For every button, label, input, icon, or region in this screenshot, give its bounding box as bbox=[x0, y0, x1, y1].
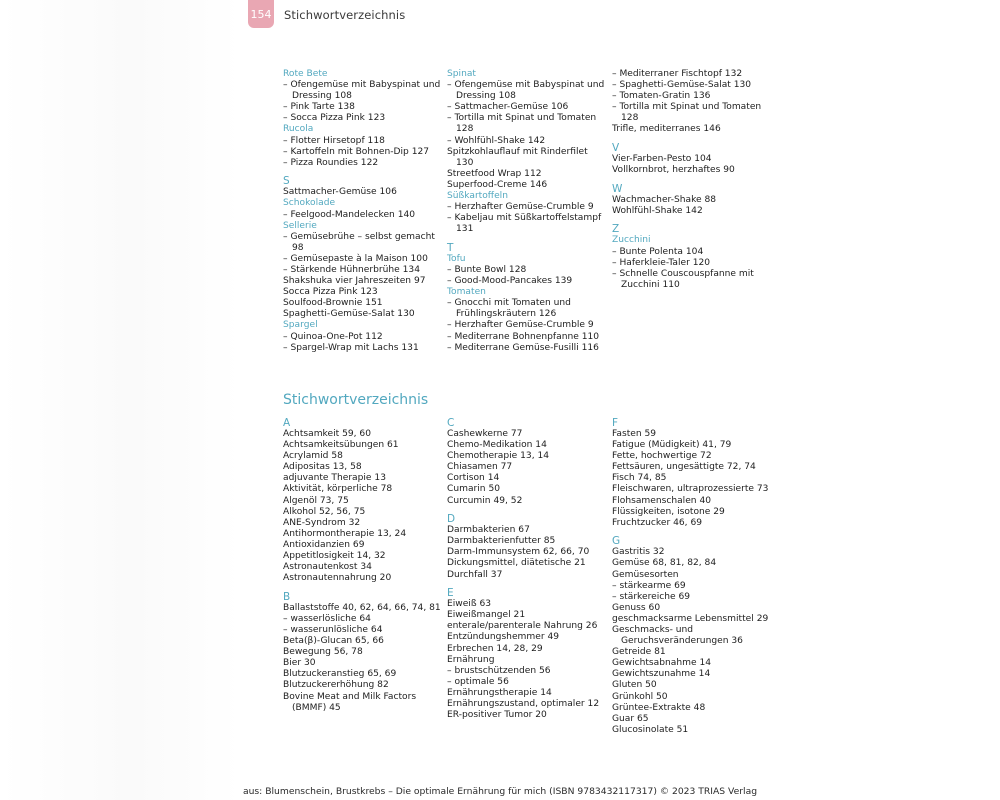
index-letter: V bbox=[612, 142, 620, 155]
page-margin-shading bbox=[0, 0, 240, 800]
index-subentry: – Sattmacher-Gemüse 106 bbox=[447, 102, 569, 113]
index-entry: Bovine Meat and Milk Factors bbox=[283, 691, 417, 702]
index-entry: Ballaststoffe 40, 62, 64, 66, 74, 81 bbox=[283, 602, 441, 613]
index-letter: T bbox=[447, 241, 454, 254]
index-continuation: (BMMF) 45 bbox=[292, 702, 341, 713]
index-entry: Adipositas 13, 58 bbox=[283, 462, 362, 473]
index-entry: Bier 30 bbox=[283, 658, 316, 669]
index-letter: C bbox=[447, 417, 455, 429]
subject-index-column-2 bbox=[447, 417, 607, 721]
index-subentry: – Mediterrane Gemüse-Fusilli 116 bbox=[447, 342, 599, 353]
index-subentry: – Haferkleie-Taler 120 bbox=[612, 257, 711, 268]
index-entry: ANE-Syndrom 32 bbox=[283, 517, 361, 528]
index-entry: Streetfood Wrap 112 bbox=[447, 168, 542, 179]
index-entry: Eiweiß 63 bbox=[447, 599, 492, 610]
index-entry: enterale/parenterale Nahrung 26 bbox=[447, 621, 598, 632]
index-subentry: – Gnocchi mit Tomaten und bbox=[447, 298, 571, 309]
index-entry: Grüntee-Extrakte 48 bbox=[612, 702, 706, 713]
index-subentry: – Stärkende Hühnerbrühe 134 bbox=[283, 265, 420, 275]
index-letter: A bbox=[283, 417, 291, 429]
index-entry: adjuvante Therapie 13 bbox=[283, 473, 386, 484]
index-subentry: – Kartoffeln mit Bohnen-Dip 127 bbox=[283, 146, 430, 157]
index-heading: Spargel bbox=[283, 320, 318, 331]
subject-index-title: Stichwortverzeichnis bbox=[283, 392, 429, 408]
index-heading: Rucola bbox=[283, 124, 314, 135]
index-continuation: Geruchsveränderungen 36 bbox=[621, 636, 743, 647]
index-entry: Achtsamkeitsübungen 61 bbox=[283, 440, 399, 451]
index-subentry: – Tomaten-Gratin 136 bbox=[612, 91, 711, 102]
index-letter: W bbox=[612, 182, 623, 195]
index-subentry: – Spargel-Wrap mit Lachs 131 bbox=[283, 342, 419, 353]
subject-index-column-3 bbox=[612, 417, 772, 736]
index-heading: Tomaten bbox=[447, 287, 486, 298]
index-entry: Glucosinolate 51 bbox=[612, 724, 689, 735]
index-entry: Fatigue (Müdigkeit) 41, 79 bbox=[612, 440, 732, 451]
index-entry: Trifle, mediterranes 146 bbox=[612, 124, 721, 135]
recipe-index-column-2 bbox=[447, 69, 607, 354]
index-entry: Blutzuckeranstieg 65, 69 bbox=[283, 669, 397, 680]
index-entry: Soulfood-Brownie 151 bbox=[283, 298, 383, 309]
index-entry: ER-positiver Tumor 20 bbox=[447, 710, 547, 721]
index-continuation: Dressing 108 bbox=[292, 91, 352, 102]
index-entry: Fisch 74, 85 bbox=[612, 473, 667, 484]
index-entry: Superfood-Creme 146 bbox=[447, 179, 548, 190]
index-entry: Cumarin 50 bbox=[447, 484, 501, 495]
index-entry: Achtsamkeit 59, 60 bbox=[283, 429, 372, 439]
index-subentry: – Socca Pizza Pink 123 bbox=[283, 113, 386, 124]
index-entry: Fettsäuren, ungesättigte 72, 74 bbox=[612, 462, 756, 473]
index-entry: Astronautenkost 34 bbox=[283, 562, 372, 573]
index-entry: Getreide 81 bbox=[612, 647, 666, 658]
index-entry: Fruchtzucker 46, 69 bbox=[612, 517, 703, 528]
index-entry: Flohsamenschalen 40 bbox=[612, 495, 712, 506]
index-entry: Gewichtsabnahme 14 bbox=[612, 658, 712, 669]
index-entry: Wohlfühl-Shake 142 bbox=[612, 205, 703, 216]
index-subentry: – Gemüsepaste à la Maison 100 bbox=[283, 253, 428, 264]
index-entry: Flüssigkeiten, isotone 29 bbox=[612, 506, 725, 517]
index-subentry: – Good-Mood-Pancakes 139 bbox=[447, 276, 573, 287]
index-heading: Schokolade bbox=[283, 198, 336, 209]
index-entry: Antihormontherapie 13, 24 bbox=[283, 528, 407, 539]
index-entry: Chiasamen 77 bbox=[447, 462, 513, 473]
index-entry: Gemüse 68, 81, 82, 84 bbox=[612, 558, 717, 569]
recipe-index-column-1 bbox=[283, 69, 443, 354]
index-subentry: – Bunte Polenta 104 bbox=[612, 246, 704, 257]
index-subentry: – Gemüsebrühe – selbst gemacht bbox=[283, 231, 435, 242]
index-entry: Algenöl 73, 75 bbox=[283, 495, 349, 506]
recipe-index-column-3 bbox=[612, 69, 772, 291]
index-subentry: – stärkereiche 69 bbox=[612, 591, 691, 602]
index-entry: Shakshuka vier Jahreszeiten 97 bbox=[283, 276, 426, 287]
index-letter: F bbox=[612, 417, 619, 429]
index-entry: Dickungsmittel, diätetische 21 bbox=[447, 558, 586, 569]
index-subentry: – wasserunlösliche 64 bbox=[283, 625, 383, 635]
index-entry: Ernährungstherapie 14 bbox=[447, 687, 552, 698]
index-entry: Gluten 50 bbox=[612, 680, 657, 691]
index-subentry: – stärkearme 69 bbox=[612, 580, 686, 591]
index-entry: Beta(β)-Glucan 65, 66 bbox=[283, 636, 384, 647]
index-entry: Appetitlosigkeit 14, 32 bbox=[283, 551, 386, 562]
index-subentry: – Mediterraner Fischtopf 132 bbox=[612, 69, 743, 79]
index-entry: Spitzkohlauflauf mit Rinderfilet bbox=[447, 146, 588, 157]
index-entry: Gastritis 32 bbox=[612, 547, 665, 558]
index-subentry: – brustschützenden 56 bbox=[447, 665, 551, 676]
index-subentry: – wasserlösliche 64 bbox=[283, 613, 371, 624]
index-continuation: 128 bbox=[621, 113, 639, 124]
index-subentry: – Mediterrane Bohnenpfanne 110 bbox=[447, 331, 600, 342]
index-heading: Zucchini bbox=[612, 235, 651, 246]
index-entry: Darmbakterien 67 bbox=[447, 525, 530, 536]
index-subentry: – Schnelle Couscouspfanne mit bbox=[612, 268, 754, 279]
index-entry: Aktivität, körperliche 78 bbox=[283, 484, 393, 495]
index-entry: Grünkohl 50 bbox=[612, 691, 668, 702]
index-subentry: – Wohlfühl-Shake 142 bbox=[447, 135, 546, 146]
index-entry: Entzündungshemmer 49 bbox=[447, 632, 560, 643]
index-heading: Süßkartoffeln bbox=[447, 191, 508, 202]
index-entry: Bewegung 56, 78 bbox=[283, 647, 363, 658]
index-continuation: Zucchini 110 bbox=[621, 279, 680, 290]
subject-index-column-1 bbox=[283, 417, 443, 714]
index-entry: Astronautennahrung 20 bbox=[283, 573, 392, 584]
index-subentry: – Spaghetti-Gemüse-Salat 130 bbox=[612, 80, 752, 91]
index-entry: Vier-Farben-Pesto 104 bbox=[612, 154, 712, 165]
index-letter: Z bbox=[612, 223, 620, 236]
footer-credit: aus: Blumenschein, Brustkrebs – Die optimale Ernährung für mich (ISBN 9783432117317) © 2023 TRIAS Verlag bbox=[242, 786, 758, 797]
index-letter: B bbox=[283, 590, 291, 603]
index-heading: Spinat bbox=[447, 69, 476, 79]
index-continuation: 131 bbox=[456, 224, 474, 235]
index-entry: Erbrechen 14, 28, 29 bbox=[447, 643, 543, 654]
index-subentry: – Ofengemüse mit Babyspinat und bbox=[447, 80, 605, 91]
index-entry: Chemotherapie 13, 14 bbox=[447, 451, 550, 462]
index-entry: Wachmacher-Shake 88 bbox=[612, 194, 717, 205]
index-entry: Darm-Immunsystem 62, 66, 70 bbox=[447, 547, 590, 558]
index-entry: Guar 65 bbox=[612, 713, 649, 724]
index-continuation: Frühlingskräutern 126 bbox=[456, 309, 557, 320]
index-entry: Cortison 14 bbox=[447, 473, 500, 484]
index-subentry: – Herzhafter Gemüse-Crumble 9 bbox=[447, 202, 594, 213]
index-entry: Sattmacher-Gemüse 106 bbox=[283, 187, 397, 198]
index-letter: E bbox=[447, 587, 454, 600]
index-entry: Geschmacks- und bbox=[612, 625, 694, 635]
index-subentry: – Flotter Hirsetopf 118 bbox=[283, 135, 385, 146]
page-number-badge: 154 bbox=[248, 0, 274, 28]
running-header-title: Stichwortverzeichnis bbox=[284, 8, 406, 22]
index-entry: Durchfall 37 bbox=[447, 569, 503, 580]
index-entry: Curcumin 49, 52 bbox=[447, 495, 523, 506]
index-entry: Socca Pizza Pink 123 bbox=[283, 287, 378, 298]
index-entry: Genuss 60 bbox=[612, 602, 661, 613]
index-entry: Fasten 59 bbox=[612, 429, 657, 439]
index-subentry: – Herzhafter Gemüse-Crumble 9 bbox=[447, 320, 594, 331]
index-entry: geschmacksarme Lebensmittel 29 bbox=[612, 613, 769, 624]
index-entry: Fette, hochwertige 72 bbox=[612, 451, 712, 462]
index-entry: Blutzuckererhöhung 82 bbox=[283, 680, 389, 691]
index-entry: Gemüsesorten bbox=[612, 569, 679, 580]
index-entry: Acrylamid 58 bbox=[283, 451, 343, 462]
index-entry: Fleischwaren, ultraprozessierte 73 bbox=[612, 484, 769, 495]
index-continuation: Dressing 108 bbox=[456, 91, 516, 102]
index-entry: Darmbakterienfutter 85 bbox=[447, 536, 556, 547]
index-heading: Tofu bbox=[447, 253, 466, 264]
index-letter: S bbox=[283, 175, 290, 188]
index-subentry: – optimale 56 bbox=[447, 676, 509, 687]
index-entry: Vollkornbrot, herzhaftes 90 bbox=[612, 165, 735, 176]
index-subentry: – Pink Tarte 138 bbox=[283, 102, 355, 113]
index-entry: Chemo-Medikation 14 bbox=[447, 440, 547, 451]
index-entry: Spaghetti-Gemüse-Salat 130 bbox=[283, 309, 415, 320]
index-subentry: – Tortilla mit Spinat und Tomaten bbox=[612, 102, 762, 113]
index-letter: D bbox=[447, 513, 456, 526]
index-subentry: – Tortilla mit Spinat und Tomaten bbox=[447, 113, 597, 124]
index-subentry: – Kabeljau mit Süßkartoffelstampf bbox=[447, 213, 602, 224]
index-entry: Gewichtszunahme 14 bbox=[612, 669, 711, 680]
index-entry: Cashewkerne 77 bbox=[447, 429, 523, 439]
index-subentry: – Feelgood-Mandelecken 140 bbox=[283, 209, 416, 220]
index-entry: Eiweißmangel 21 bbox=[447, 610, 526, 621]
index-entry: Alkohol 52, 56, 75 bbox=[283, 506, 366, 517]
index-entry: Ernährungszustand, optimaler 12 bbox=[447, 698, 600, 709]
index-entry: Antioxidanzien 69 bbox=[283, 539, 365, 550]
index-subentry: – Bunte Bowl 128 bbox=[447, 265, 527, 275]
index-continuation: 98 bbox=[292, 242, 304, 253]
index-heading: Rote Bete bbox=[283, 69, 328, 79]
index-letter: G bbox=[612, 535, 621, 548]
index-subentry: – Pizza Roundies 122 bbox=[283, 157, 379, 168]
index-subentry: – Quinoa-One-Pot 112 bbox=[283, 331, 383, 342]
index-continuation: 130 bbox=[456, 157, 474, 168]
index-subentry: – Ofengemüse mit Babyspinat und bbox=[283, 80, 441, 91]
index-entry: Ernährung bbox=[447, 654, 495, 665]
index-heading: Sellerie bbox=[283, 220, 317, 231]
index-continuation: 128 bbox=[456, 124, 474, 135]
